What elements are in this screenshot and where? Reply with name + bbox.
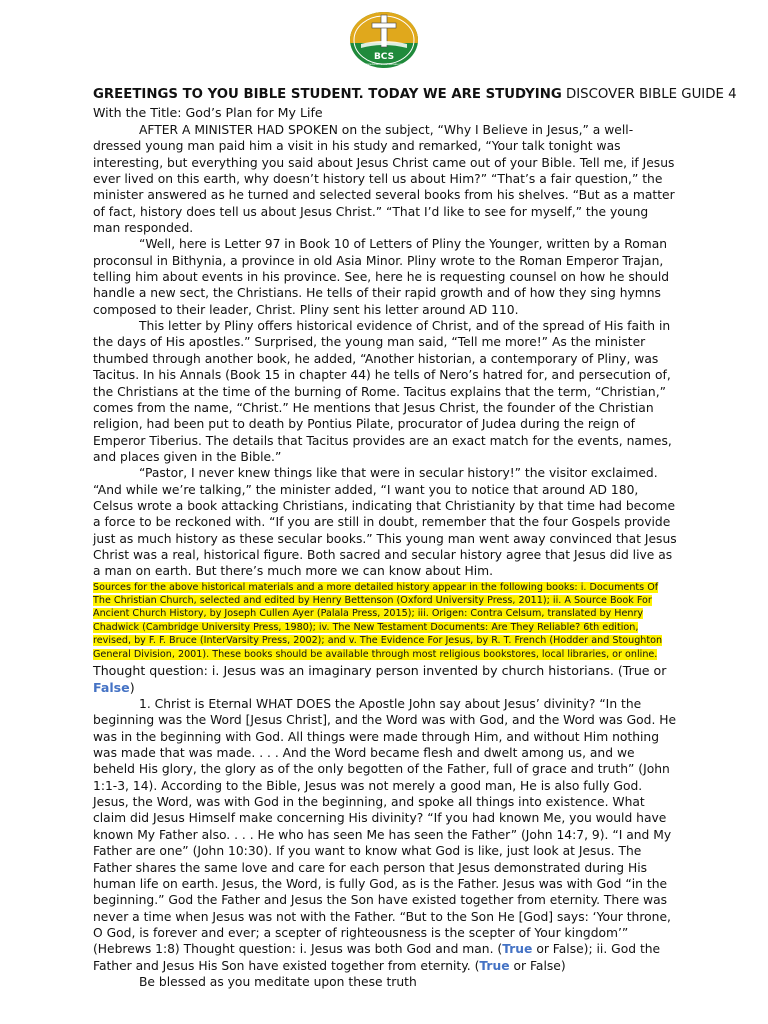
heading-bold: GREETINGS TO YOU BIBLE STUDENT. TODAY WE ARE STUDYING (93, 87, 562, 102)
paragraph-4: “Pastor, I never knew things like that were in secular history!” the visitor exclaimed. (139, 466, 658, 481)
lesson-title: With the Title: God’s Plan for My Life (93, 105, 323, 120)
document-body (93, 86, 737, 990)
heading-guide: DISCOVER BIBLE GUIDE 4 (561, 87, 737, 102)
paragraph-1: AFTER A MINISTER HAD SPOKEN on the subject, “Why I Believe in Jesus,” a well-dressed young man paid him a visit in his study and remarked, “Your talk tonight was interesting, but everything you said about Jesus Christ came out of your Bible. Tell me, if Jesus ever lived on this earth, why doesn’t history tell us about Him?” “That’s a fair question,” the minister answered as he turned and selected several books from his shelves. “But as a matter of fact, history does tell us about Jesus Christ.” “That I’d like to see for myself,” the young man responded. (93, 123, 675, 236)
paragraph-2: “Well, here is Letter 97 in Book 10 of Letters of Pliny the Younger, written by a Roman proconsul in Bithynia, a province in old Asia Minor. Pliny wrote to the Roman Emperor Trajan, telling him about events in his province. See, here he is requesting counsel on how he should handle a new sect, the Christians. He tells of their rapid growth and of how they sing hymns composed to their leader, Christ. Pliny sent his letter around AD 110. (93, 237, 670, 317)
page-heading (93, 86, 737, 104)
bcs-logo (347, 10, 421, 70)
logo-text: BCS (373, 52, 395, 62)
section1-answer2: True (479, 958, 510, 973)
question1-text: Thought question: i. Jesus was an imaginary person invented by church historians. (True or (93, 663, 667, 679)
thought-question-1 (93, 662, 677, 696)
logo-url-text: www.biblecourseshowcase.org (365, 63, 403, 66)
paragraph-5: “And while we’re talking,” the minister added, “I want you to notice that around AD 180, Celsus wrote a book attacking Christians, indicating that Christianity by that time had become a force to be reckoned with. “If you are still in doubt, remember that the four Gospels provide just as much history as these secular books.” This young man went away convinced that Jesus Christ was a real, historical figure. Both sacred and secular history agree that Jesus did live as a man on earth. But there’s much more we can know about Him. (93, 482, 677, 579)
section1-body: 1. Christ is Eternal WHAT DOES the Apostle John say about Jesus’ divinity? “In the beginning was the Word [Jesus Christ], and the Word was with God, and the Word was God. He was in the beginning with God. All things were made through Him, and without Him nothing was made that was made. . . . And the Word became flesh and dwelt among us, and we beheld His glory, the glory as of the only begotten of the Father, full of grace and truth” (John 1:1-3, 14). According to the Bible, Jesus was not merely a good man, He is also fully God. Jesus, the Word, was with God in the beginning, and spoke all things into existence. What claim did Jesus Himself make concerning His divinity? “If you had known Me, you would have known My Father also. . . . He who has seen Me has seen the Father” (John 14:7, 9). “I and My Father are one” (John 10:30). If you want to know what God is like, just look at Jesus. The Father shares the same love and care for each person that Jesus demonstrated during His human life on earth. Jesus, the Word, is fully God, as is the Father. Jesus was with God “in the beginning.” God the Father and Jesus the Son have existed together from eternity. There was never a time when Jesus was not with the Father. “But to the Son He [God] says: ‘Your throne, O God, is forever and ever; a scepter of righteousness is the scepter of Your kingdom’” (Hebrews 1:8) Thought question: i. Jesus was both God and man. ( (93, 697, 677, 957)
question1-close: ) (129, 680, 135, 696)
paragraph-3: This letter by Pliny offers historical evidence of Christ, and of the spread of His faith in the days of His apostles.” Surprised, the young man said, “Tell me more!” As the minister thumbed through another book, he added, “Another historian, a contemporary of Pliny, was Tacitus. In his Annals (Book 15 in chapter 44) he tells of Nero’s hatred for, and persecution of, the Christians at the time of the burning of Rome. Tacitus explains that the term, “Christian,” comes from the name, “Christ.” He mentions that Jesus Christ, the founder of the Christian religion, had been put to death by Pontius Pilate, procurator of Judea during the reign of Emperor Tiberius. The details that Tacitus provides are an exact match for the events, names, and places given in the Bible.” (93, 319, 672, 464)
closing-line: Be blessed as you meditate upon these truth (139, 974, 417, 989)
sources-note (93, 581, 677, 661)
section1-answer1: True (502, 942, 533, 957)
sources-highlight: Sources for the above historical materials and a more detailed history appear in the following books: i. Documents Of The Christian Church, selected and edited by Henry Bettenson (Oxford University Press, 2011); ii. A Source Book For Ancient Church History, by Joseph Cullen Ayer (Palala Press, 2015); iii. Origen: Contra Celsum, translated by Henry Chadwick (Cambridge University Press, 1980); iv. The New Testament Documents: Are They Reliable? 6th edition, revised, by F. F. Bruce (InterVarsity Press, 2002); and v. The Evidence For Jesus, by R. T. French (Hodder and Stoughton General Division, 2001). These books should be available through most religious bookstores, local libraries, or online. (93, 581, 663, 660)
question1-answer: False (93, 680, 130, 696)
section1-end: or False) (509, 958, 566, 973)
section-1 (93, 696, 677, 974)
section1-middle: or False); ii. God the Father and Jesus His Son have existed together from eternity. ( (93, 942, 661, 973)
